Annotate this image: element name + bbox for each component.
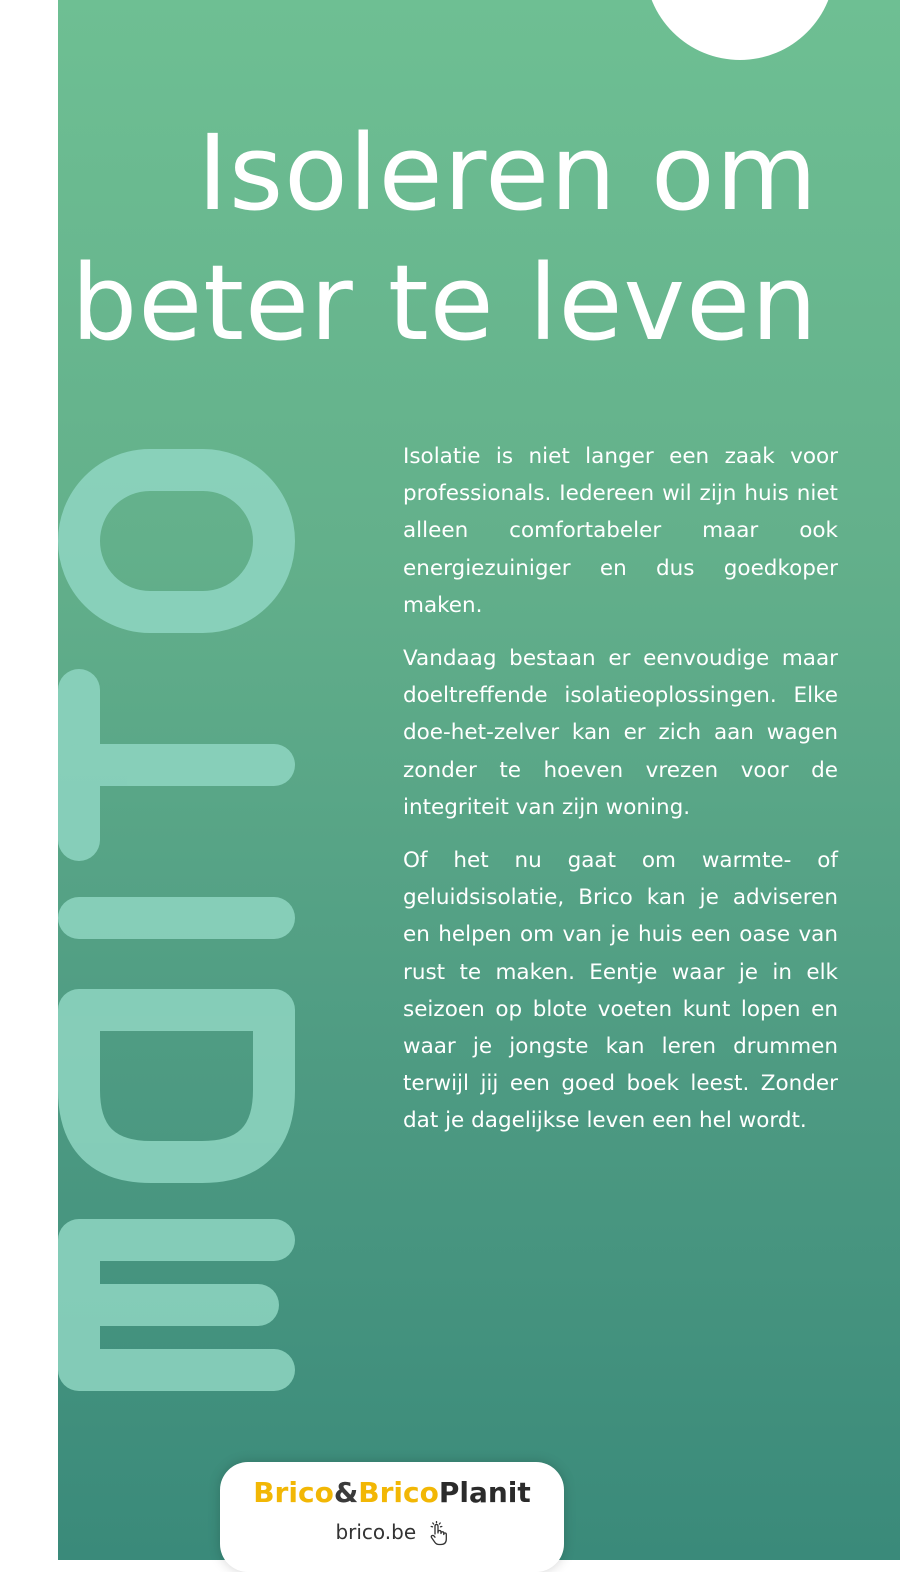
page-title xyxy=(58,108,818,368)
body-paragraph: Isolatie is niet langer een zaak voor professionals. Iedereen wil zijn huis niet alleen comfortabeler maar ook energiezuiniger en dus goedkoper maken. xyxy=(403,438,838,624)
logo-ampersand: & xyxy=(334,1476,358,1509)
watermark-letter-o xyxy=(79,470,274,612)
edito-panel xyxy=(58,0,900,1560)
pointing-hand-icon xyxy=(427,1521,449,1547)
body-text xyxy=(403,438,838,1156)
website-url[interactable]: brico.be xyxy=(335,1520,416,1544)
logo-planit: Planit xyxy=(439,1476,531,1509)
brand-logo xyxy=(220,1476,564,1510)
title-line-2: beter te leven xyxy=(58,238,818,368)
body-paragraph: Vandaag bestaan er eenvoudige maar doeltreffende isolatieoplossingen. Elke doe-het-zelver kan er zich aan wagen zonder te hoeven vrezen voor de integriteit van zijn woning. xyxy=(403,640,838,826)
watermark-letter-d xyxy=(79,1010,274,1162)
website-link[interactable] xyxy=(220,1518,564,1547)
body-paragraph: Of het nu gaat om warmte- of geluidsisolatie, Brico kan je adviseren en helpen om van je huis een oase van rust te maken. Eentje waar je in elk seizoen op blote voeten kunt lopen en waar je jongste kan leren drummen terwijl jij een goed boek leest. Zonder dat je dagelijkse leven een hel wordt. xyxy=(403,842,838,1140)
brand-footer-card[interactable] xyxy=(220,1462,564,1572)
title-line-1: Isoleren om xyxy=(58,108,818,238)
logo-brico-1: Brico xyxy=(253,1476,334,1509)
decorative-circle xyxy=(645,0,835,60)
page-margin xyxy=(0,0,58,1560)
logo-brico-2: Brico xyxy=(358,1476,439,1509)
